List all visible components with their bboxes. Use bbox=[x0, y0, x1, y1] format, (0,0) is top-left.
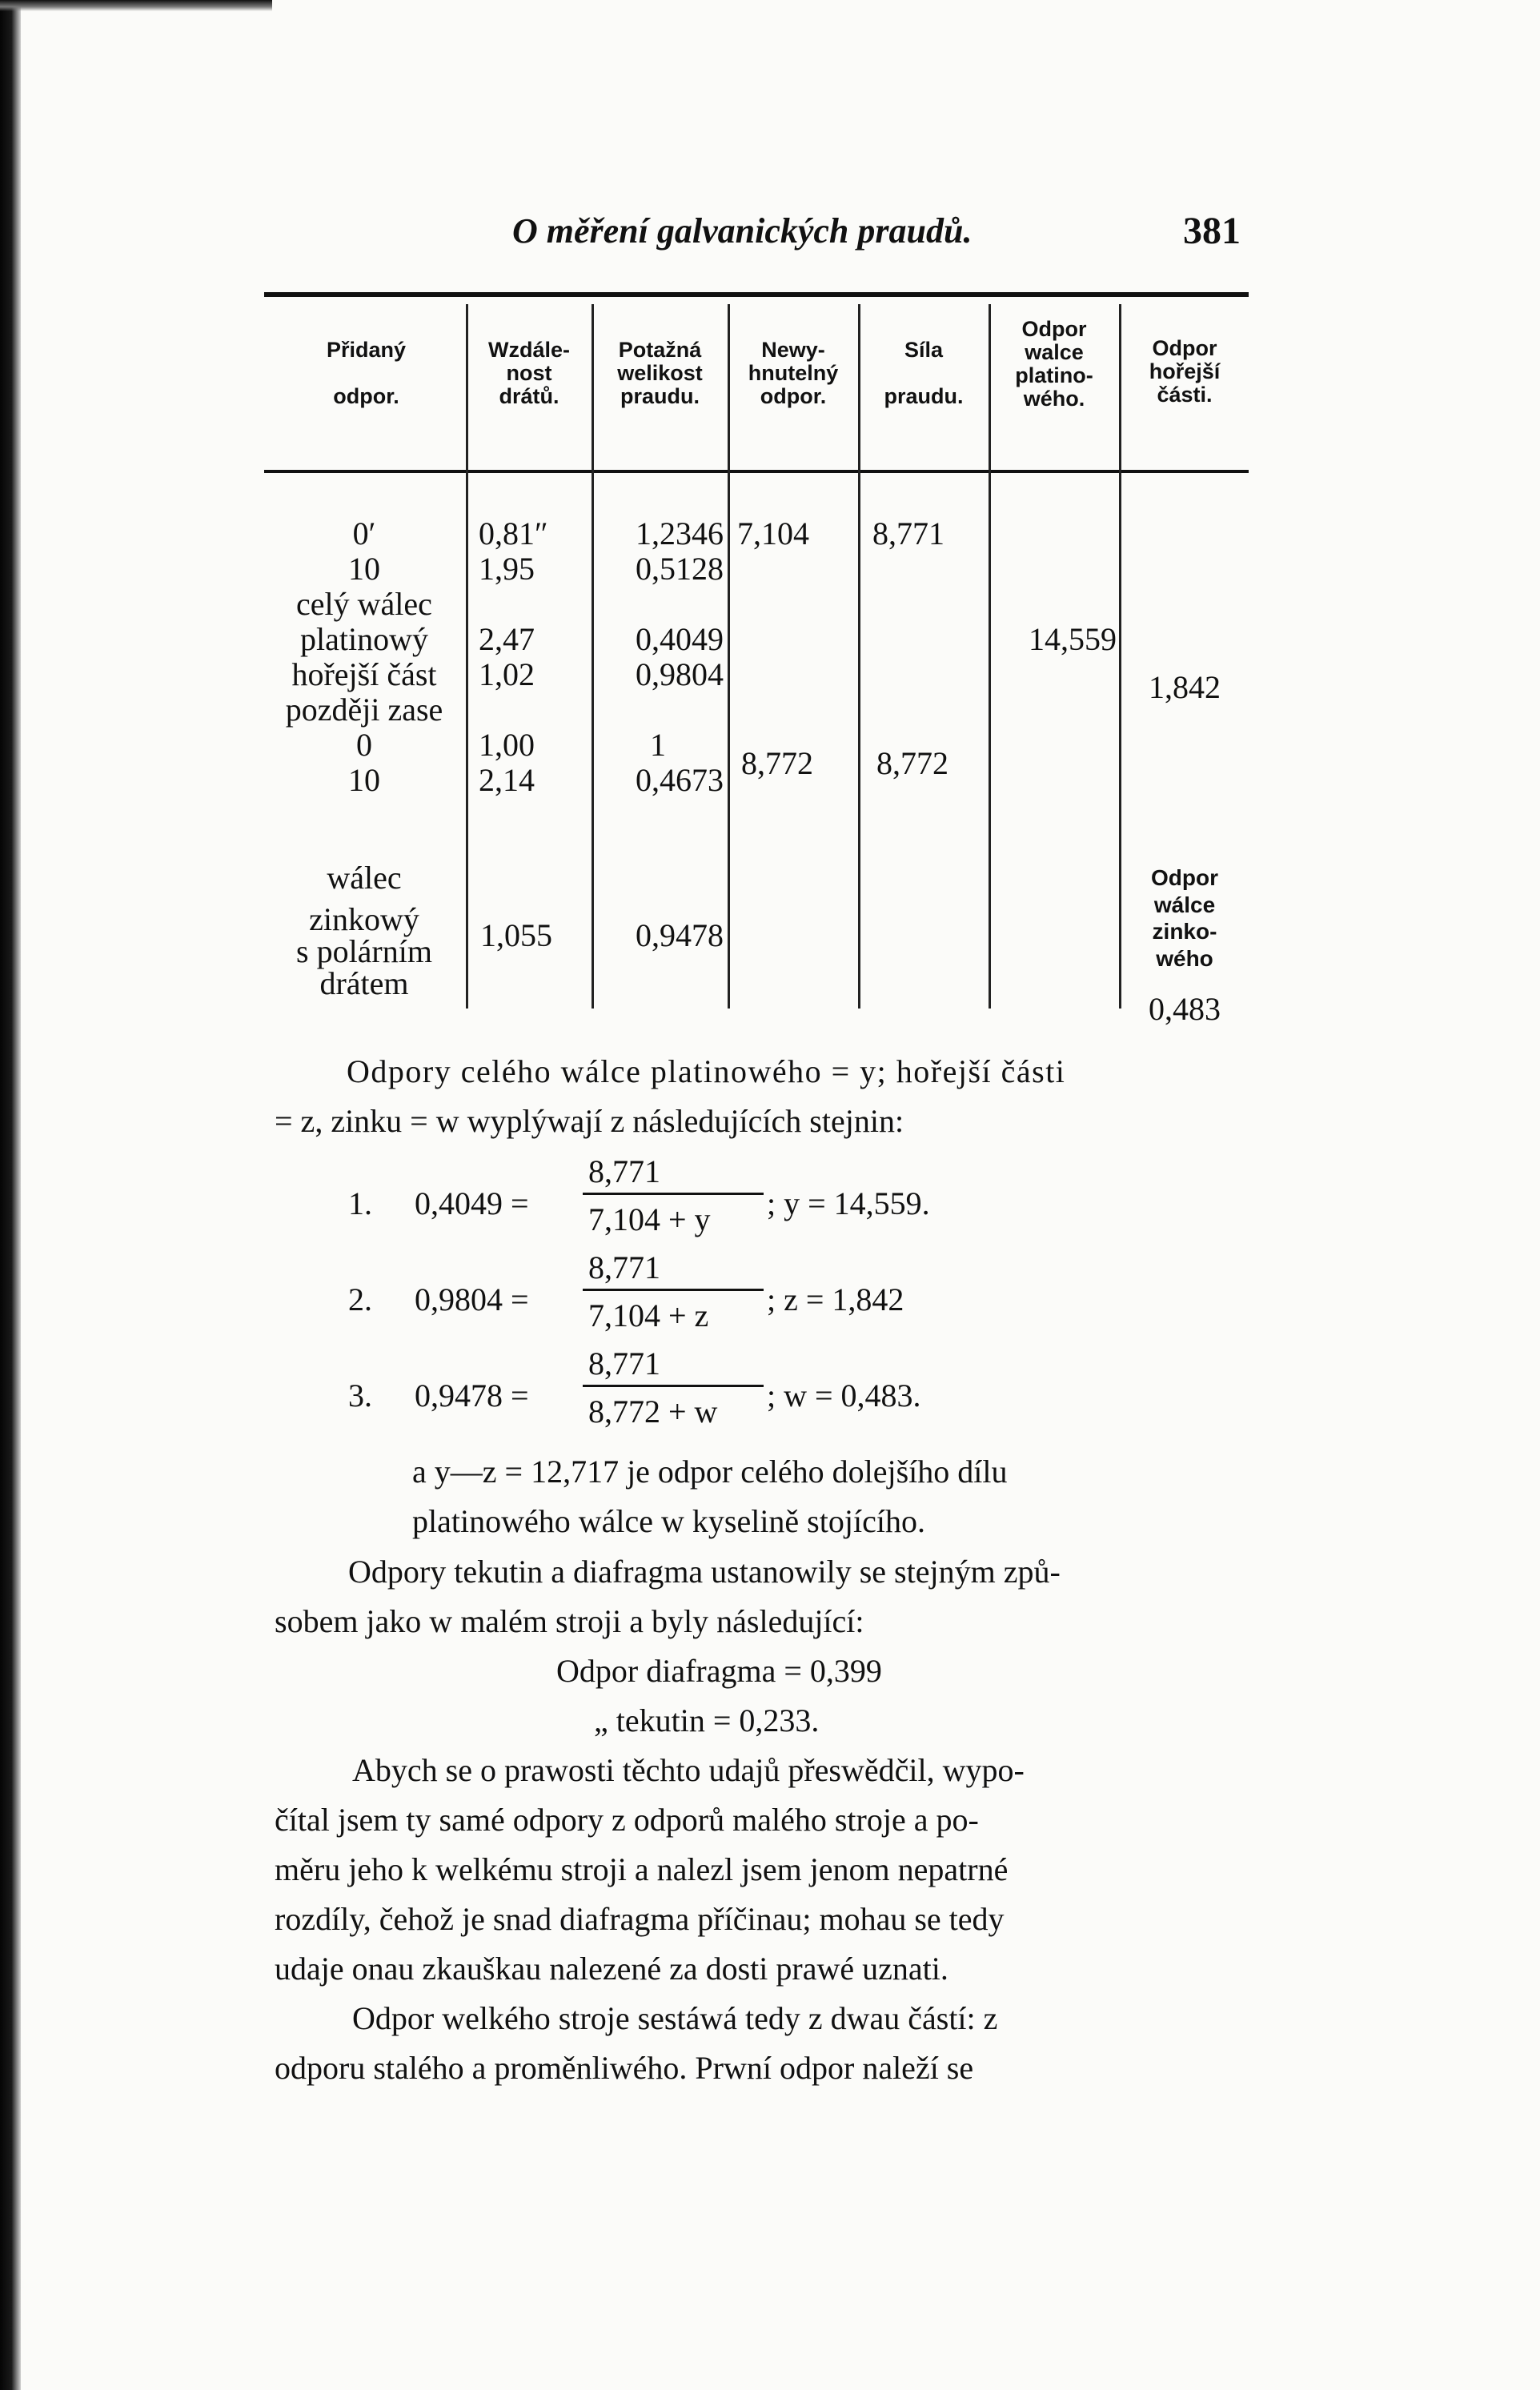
equation-numerator: 8,771 bbox=[588, 1345, 660, 1381]
row-label: 10 bbox=[348, 762, 380, 798]
equation-denominator: 7,104 + z bbox=[588, 1297, 709, 1333]
page-number: 381 bbox=[1183, 210, 1241, 252]
header-odpor-platinoweho: Odpor walce platino- wého. bbox=[1015, 317, 1093, 411]
header-wzdalenost: Wzdále- nost drátů. bbox=[487, 338, 570, 409]
magnitude-value: 0,9478 bbox=[636, 917, 724, 953]
platinum-resistance-value: 14,559 bbox=[1029, 621, 1117, 657]
column-divider bbox=[1119, 304, 1121, 1009]
running-head bbox=[0, 204, 1540, 252]
paragraph-line: měru jeho k welkému stroji a nalezl jsem jenom nepatrné bbox=[275, 1851, 1009, 1887]
equation-numerator: 8,771 bbox=[588, 1249, 660, 1285]
equation-denominator: 8,772 + w bbox=[588, 1393, 718, 1430]
magnitude-value: 0,9804 bbox=[636, 656, 724, 692]
equation-denominator: 7,104 + y bbox=[588, 1201, 711, 1237]
paragraph-line: rozdíly, čehož je snad diafragma příčinau; mohau se tedy bbox=[275, 1901, 1005, 1937]
header-potazna-welikost: Potažná welikost praudu. bbox=[617, 338, 703, 409]
equation-result: ; z = 1,842 bbox=[767, 1281, 904, 1317]
fraction-line bbox=[583, 1193, 764, 1195]
equation-lhs: 0,4049 = bbox=[415, 1185, 529, 1221]
column-divider bbox=[728, 304, 730, 1009]
measurement-table bbox=[264, 292, 1249, 1037]
upper-resistance-value: 1,842 bbox=[1149, 669, 1221, 705]
equation-result: ; y = 14,559. bbox=[767, 1185, 930, 1221]
paragraph-line: sobem jako w malém stroji a byly následující: bbox=[275, 1603, 864, 1639]
paragraph-line: Odpory tekutin a diafragma ustanowily se stejným způ- bbox=[348, 1554, 1061, 1590]
paragraph-line: čítal jsem ty samé odpory z odporů malého stroje a po- bbox=[275, 1802, 979, 1838]
table-top-rule bbox=[264, 292, 1249, 297]
magnitude-value: 0,4049 bbox=[636, 621, 724, 657]
distance-value: 1,00 bbox=[479, 727, 535, 763]
equation-number: 1. bbox=[348, 1185, 372, 1221]
distance-value: 0,81″ bbox=[479, 515, 548, 551]
row-label: 10 bbox=[348, 551, 380, 587]
column-divider bbox=[466, 304, 468, 1009]
distance-value: 1,055 bbox=[480, 917, 552, 953]
resistance-value: 7,104 bbox=[737, 515, 809, 551]
row-label: 0 bbox=[356, 727, 372, 763]
fraction-line bbox=[583, 1289, 764, 1291]
header-newyhnutelny-odpor: Newy- hnutelný odpor. bbox=[748, 338, 839, 409]
equation-result: ; w = 0,483. bbox=[767, 1377, 921, 1414]
fraction-line bbox=[583, 1385, 764, 1387]
zinc-label: zinkowý bbox=[309, 901, 419, 937]
zinc-label: wálec bbox=[327, 860, 402, 896]
paragraph-line: Odpory celého wálce platinowého = y; hořejší části bbox=[347, 1053, 1066, 1089]
distance-value: 1,95 bbox=[479, 551, 535, 587]
row-label: celý wálec bbox=[296, 586, 432, 622]
resistance-value: 8,772 bbox=[741, 745, 813, 781]
magnitude-value: 1 bbox=[650, 727, 666, 763]
header-odpor-horejsi: Odpor hořejší části. bbox=[1149, 336, 1221, 407]
scan-artifact bbox=[0, 0, 272, 11]
paragraph-line: = z, zinku = w wyplýwají z následujících stejnin: bbox=[275, 1103, 904, 1139]
force-value: 8,772 bbox=[876, 745, 948, 781]
paragraph-line: Odpor welkého stroje sestáwá tedy z dwau částí: z bbox=[352, 2000, 998, 2036]
force-value: 8,771 bbox=[872, 515, 944, 551]
paragraph-line: Odpor diafragma = 0,399 bbox=[556, 1653, 882, 1689]
zinc-resistance-header: Odpor wálce zinko- wého bbox=[1151, 865, 1218, 971]
paragraph-line: „ tekutin = 0,233. bbox=[594, 1702, 820, 1738]
row-label: později zase bbox=[285, 692, 443, 728]
zinc-resistance-value: 0,483 bbox=[1149, 991, 1221, 1027]
row-label: hořejší část bbox=[291, 656, 437, 692]
magnitude-value: 0,4673 bbox=[636, 762, 724, 798]
paragraph-line: udaje onau zkauškau nalezené za dosti prawé uznati. bbox=[275, 1951, 948, 1987]
paragraph-line: Abych se o prawosti těchto udajů přeswědčil, wypo- bbox=[352, 1752, 1025, 1788]
equation-number: 2. bbox=[348, 1281, 372, 1317]
header-pridany-odpor: Přidaný odpor. bbox=[326, 338, 407, 409]
running-title: O měření galvanických praudů. bbox=[512, 211, 973, 251]
magnitude-value: 1,2346 bbox=[636, 515, 724, 551]
distance-value: 2,14 bbox=[479, 762, 535, 798]
distance-value: 1,02 bbox=[479, 656, 535, 692]
equation-lhs: 0,9804 = bbox=[415, 1281, 529, 1317]
equation-lhs: 0,9478 = bbox=[415, 1377, 529, 1414]
table-header-rule bbox=[264, 470, 1249, 473]
zinc-label: drátem bbox=[319, 965, 409, 1001]
row-label: platinowý bbox=[300, 621, 428, 657]
column-divider bbox=[858, 304, 860, 1009]
paragraph-line: odporu stalého a proměnliwého. Prwní odpor naleží se bbox=[275, 2050, 974, 2086]
paragraph-line: a y—z = 12,717 je odpor celého dolejšího dílu bbox=[412, 1454, 1008, 1490]
distance-value: 2,47 bbox=[479, 621, 535, 657]
header-sila-praudu: Síla praudu. bbox=[884, 338, 964, 409]
equation-number: 3. bbox=[348, 1377, 372, 1414]
row-label: 0′ bbox=[352, 515, 376, 551]
magnitude-value: 0,5128 bbox=[636, 551, 724, 587]
equation-numerator: 8,771 bbox=[588, 1153, 660, 1189]
paragraph-line: platinowého wálce w kyselině stojícího. bbox=[412, 1503, 925, 1539]
equation-3 bbox=[0, 1345, 1540, 1465]
zinc-label: s polárním bbox=[296, 933, 432, 969]
